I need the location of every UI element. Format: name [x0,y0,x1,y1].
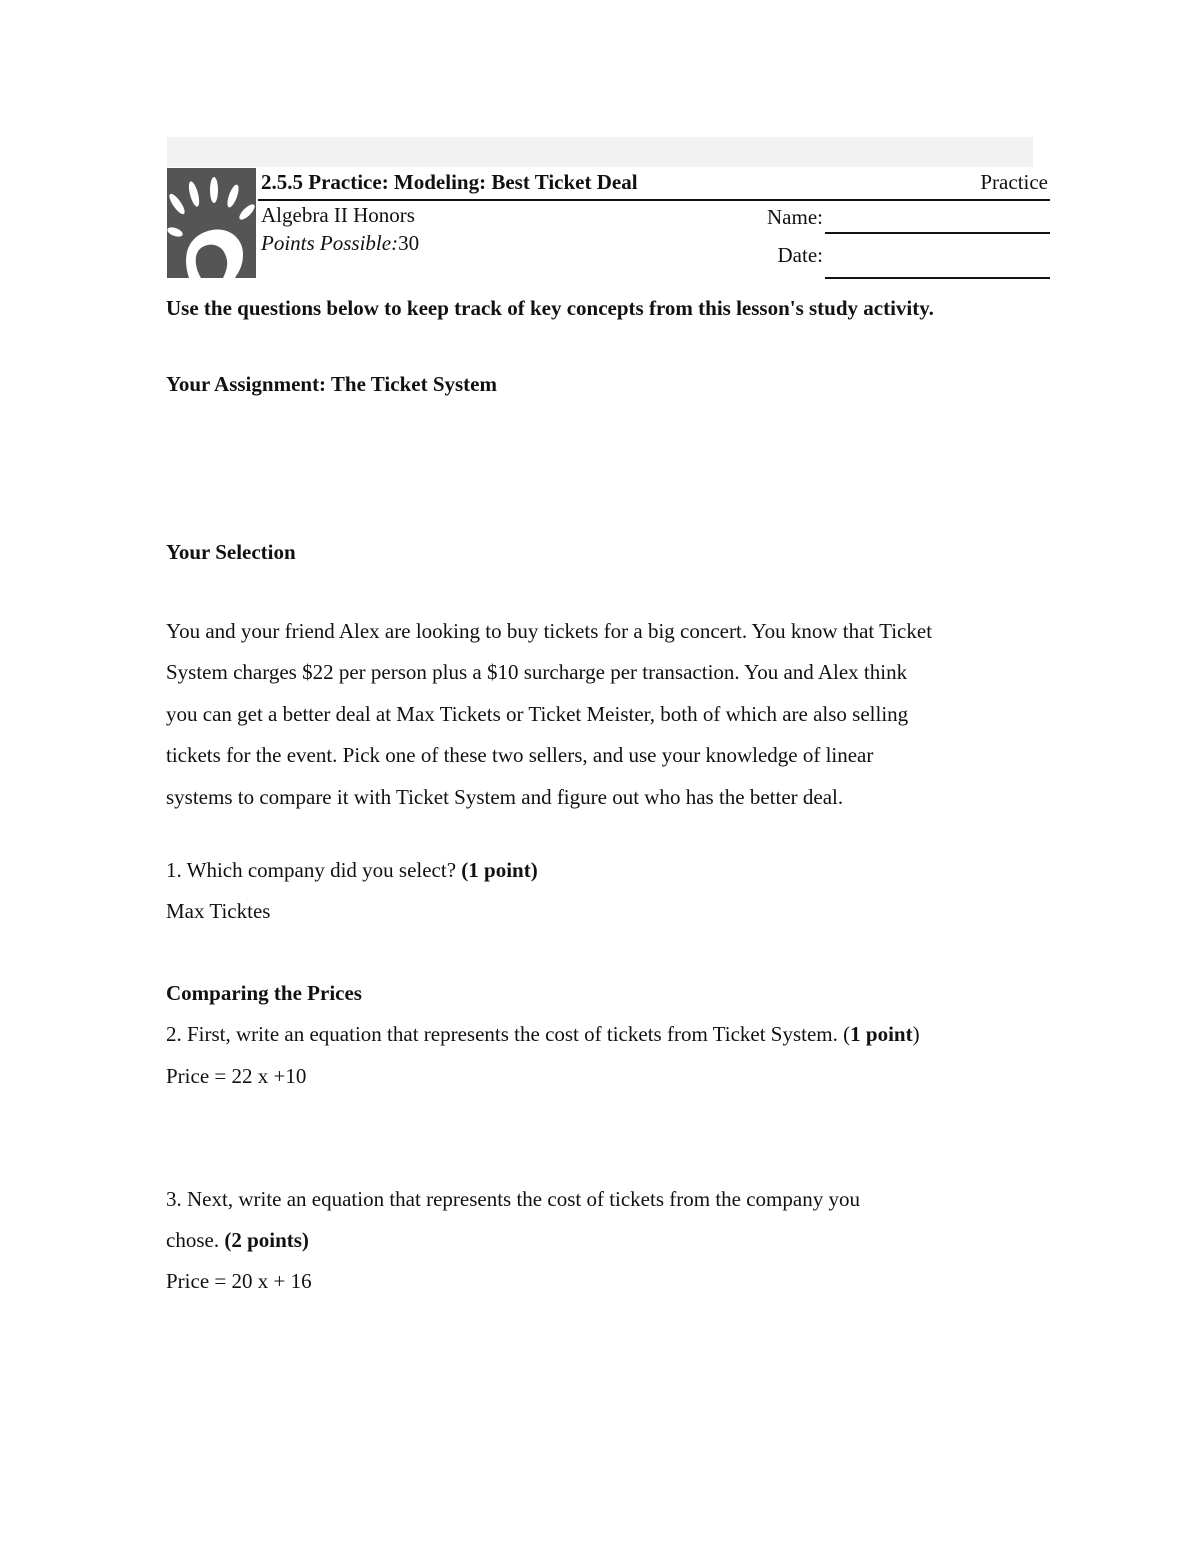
comparing-heading: Comparing the Prices [166,981,362,1005]
date-field-line[interactable] [825,277,1050,279]
title-divider [258,199,1050,201]
scenario-line: you can get a better deal at Max Tickets or Ticket Meister, both of which are also selling [166,701,909,726]
selection-heading: Your Selection [166,540,296,564]
scenario-line: systems to compare it with Ticket System and figure out who has the better deal. [166,784,844,809]
document-type-label: Practice [980,170,1048,194]
sunburst-head-logo-icon [167,168,256,278]
question-2-answer[interactable]: Price = 22 x +10 [166,1064,307,1088]
question-3-answer[interactable]: Price = 20 x + 16 [166,1269,312,1293]
question-3-points: (2 points) [224,1228,309,1252]
question-1-text: 1. Which company did you select? [166,858,462,882]
question-2 [166,1022,920,1047]
scenario-line: You and your friend Alex are looking to buy tickets for a big concert. You know that Ticket [166,619,933,643]
points-possible-value: 30 [398,231,420,255]
question-3-line-1: 3. Next, write an equation that represents the cost of tickets from the company you [166,1187,860,1211]
name-field-line[interactable] [825,232,1050,234]
date-label: Date: [777,243,823,267]
header-band [167,137,1033,167]
scenario-line: System charges $22 per person plus a $10 surcharge per transaction. You and Alex think [166,660,908,685]
question-1-answer[interactable]: Max Ticktes [166,899,271,923]
page-title: 2.5.5 Practice: Modeling: Best Ticket Deal [261,170,638,194]
assignment-heading: Your Assignment: The Ticket System [166,372,497,396]
question-3-line-2 [166,1228,309,1253]
question-3-text: chose. [166,1228,225,1252]
scenario-paragraph [166,611,1046,818]
question-2-points: 1 point [850,1022,913,1046]
instructions: Use the questions below to keep track of key concepts from this lesson's study activity. [166,296,934,320]
course-name: Algebra II Honors [261,203,415,227]
question-1 [166,858,538,883]
points-possible [261,231,419,256]
name-label: Name: [767,205,823,229]
question-2-text-end: ) [912,1022,920,1046]
question-1-points: (1 point) [461,858,538,882]
question-2-text: 2. First, write an equation that represents the cost of tickets from Ticket System. ( [166,1022,851,1046]
scenario-line: tickets for the event. Pick one of these two sellers, and use your knowledge of linear [166,743,874,768]
points-possible-label: Points Possible: [261,231,399,255]
